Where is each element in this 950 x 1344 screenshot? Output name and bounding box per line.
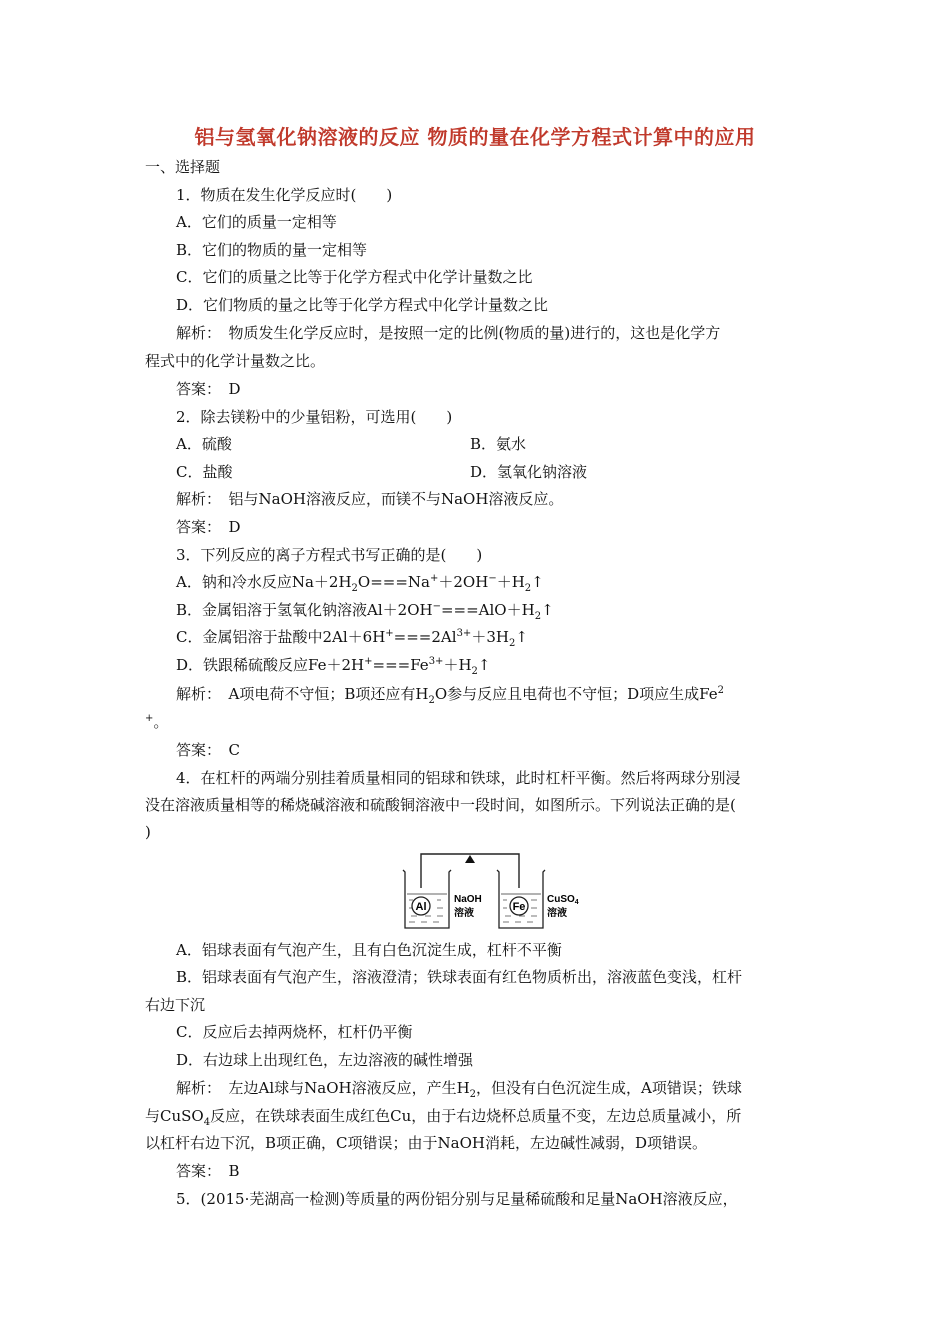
q2-option-c: C．盐酸 [176,463,233,481]
q5-stem: 5．(2015·芜湖高一检测)等质量的两份铝分别与足量稀硫酸和足量NaOH溶液反应， [176,1190,738,1208]
lever-beaker-figure [397,850,589,932]
q4-option-a: A．铝球表面有气泡产生，且有白色沉淀生成，杠杆不平衡 [176,941,562,959]
q4-stem-line2: 没在溶液质量相等的稀烧碱溶液和硫酸铜溶液中一段时间，如图所示。下列说法正确的是( [145,796,736,814]
section-heading: 一、选择题 [145,158,221,176]
q2-stem: 2．除去镁粉中的少量铝粉，可选用( ) [176,408,453,426]
q4-option-d: D．右边球上出现红色，左边溶液的碱性增强 [176,1051,474,1069]
q1-answer: 答案： D [176,380,241,398]
q3-option-c: C．金属铝溶于盐酸中$2Al+6H^+===2Al^{3+}+3H_2↑$ [176,628,528,649]
left-solution-label-1: NaOH [454,894,482,905]
q3-option-d: D．铁跟稀硫酸反应$Fe+2H^+===Fe^{3+}+H_2↑$ [176,656,491,677]
al-ball-label: Al [415,901,427,913]
q3-answer: 答案： C [176,741,240,759]
q2-option-b: B．氨水 [470,435,527,453]
fulcrum-icon [465,855,475,863]
q4-analysis-line1: 解析： 左边Al球与NaOH溶液反应，产生$H_2$，但没有白色沉淀生成，A项错误；铁球 [176,1079,742,1100]
q4-option-b-line2: 右边下沉 [145,996,206,1014]
q4-analysis-line3: 以杠杆右边下沉，B项正确，C项错误；由于NaOH消耗，左边碱性减弱，D项错误。 [145,1134,707,1152]
q4-option-b-line1: B．铝球表面有气泡产生，溶液澄清；铁球表面有红色物质析出，溶液蓝色变浅，杠杆 [176,968,743,986]
q4-option-c: C．反应后去掉两烧杯，杠杆仍平衡 [176,1023,413,1041]
q3-analysis-line1: 解析： A项电荷不守恒；B项还应有$H_2O$参与反应且电荷也不守恒；D项应生成Fe$^2$ [176,685,724,706]
right-solution-label-1: CuSO$_4$ [547,894,579,906]
q3-analysis-line2: +。 [145,713,169,731]
q3-stem: 3．下列反应的离子方程式书写正确的是( ) [176,546,483,564]
q1-analysis-line1: 解析： 物质发生化学反应时，是按照一定的比例(物质的量)进行的，这也是化学方 [176,324,721,342]
page-title: 铝与氢氧化钠溶液的反应 物质的量在化学方程式计算中的应用 [194,125,756,149]
left-solution-label-2: 溶液 [454,908,474,919]
q4-stem-line3: ) [145,823,151,841]
q1-option-b: B．它们的物质的量一定相等 [176,241,368,259]
q1-analysis-line2: 程式中的化学计量数之比。 [145,352,326,370]
q1-option-c: C．它们的质量之比等于化学方程式中化学计量数之比 [176,268,533,286]
q1-option-d: D．它们物质的量之比等于化学方程式中化学计量数之比 [176,296,549,314]
right-solution-label-2: 溶液 [547,908,567,919]
fe-ball-label: Fe [512,901,526,913]
q2-analysis: 解析： 铝与NaOH溶液反应，而镁不与NaOH溶液反应。 [176,490,564,508]
q1-stem: 1．物质在发生化学反应时( ) [176,186,393,204]
q4-analysis-line2: 与CuSO$_4$反应，在铁球表面生成红色Cu，由于右边烧杯总质量不变，左边总质量减小，所 [145,1107,742,1128]
q2-answer: 答案： D [176,518,241,536]
q4-stem-line1: 4．在杠杆的两端分别挂着质量相同的铝球和铁球，此时杠杆平衡。然后将两球分别浸 [176,769,741,787]
q2-option-d: D．氢氧化钠溶液 [470,463,588,481]
q3-option-a: A．钠和冷水反应$Na+2H_2O===Na^++2OH^-+H_2↑$ [176,573,544,594]
q3-option-b: B．金属铝溶于氢氧化钠溶液$Al+2OH^-===AlO+H_2↑$ [176,601,554,622]
q1-option-a: A．它们的质量一定相等 [176,213,337,231]
q2-option-a: A．硫酸 [176,435,232,453]
q4-answer: 答案： B [176,1162,240,1180]
